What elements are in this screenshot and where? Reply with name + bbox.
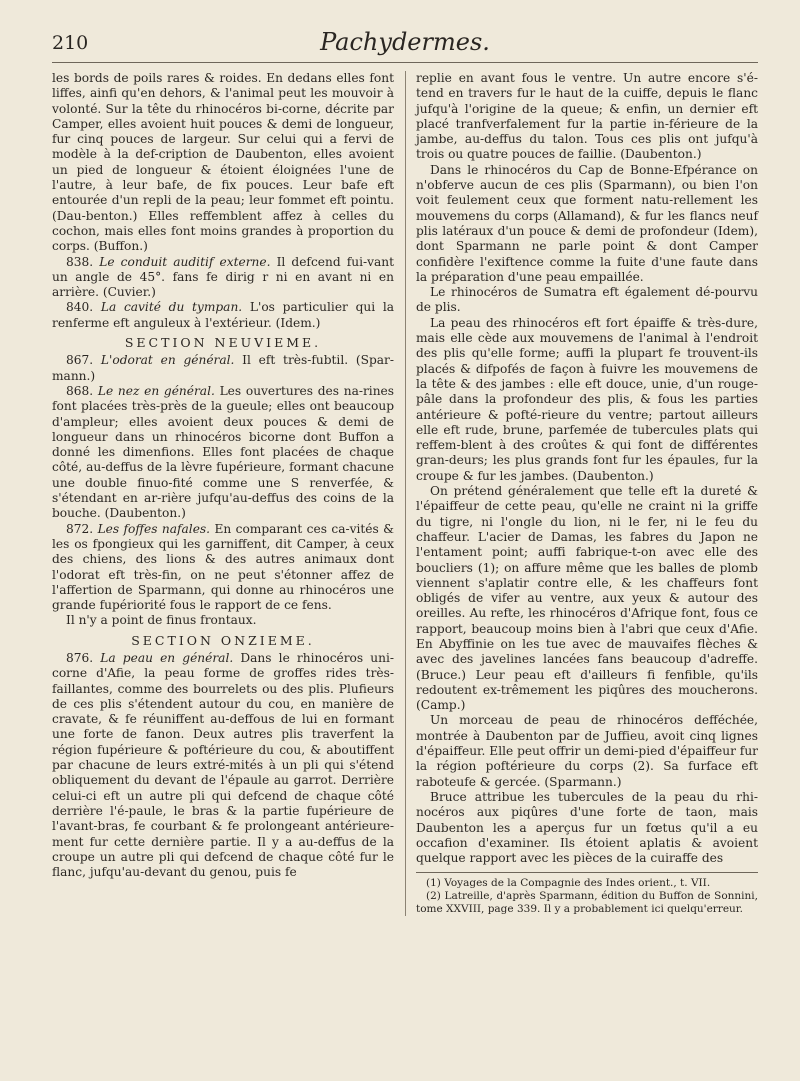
paragraph-number: 840. bbox=[66, 300, 94, 315]
column-divider bbox=[405, 71, 406, 916]
paragraph-text: Dans le rhinocéros uni-corne d'Afie, la peau forme de groffes rides très-faillantes, comme des bourrelets ou des plis. Plufieurs de ces plis s'étendent autour du cou, en manière de cravate, & fe réuniffent au-deffous de lui en formant une forte de fanon. Deux autres plis traverfent la région fupérieure & poftérieure du cou, & aboutiffent par chacune de leurs extré-mités à un pli qui s'étend obliquement du devant de l'épaule au garrot. Derrière celui-ci eft un autre pli qui defcend de chaque côté derrière l'é-paule, le bras & la partie fupérieure de l'avant-bras, fe courbant & fe prolongeant antérieure-ment fur cette dernière partie. Il y a au-deffus de la croupe un autre pli qui defcend de chaque côté fur le flanc, jufqu'au-devant du genou, puis fe bbox=[52, 650, 395, 880]
paragraph-title: La cavité du tympan. bbox=[100, 300, 243, 315]
section-heading-nine: SECTION NEUVIEME. bbox=[124, 335, 322, 351]
paragraph-838 bbox=[52, 255, 394, 301]
paragraph-title: La peau en général. bbox=[100, 650, 234, 665]
footnote-1: (1) Voyages de la Compagnie des Indes orient., t. VII. bbox=[426, 877, 711, 890]
left-column bbox=[52, 71, 394, 916]
paragraph: Bruce attribue les tubercules de la peau du rhi-nocéros aux piqûres d'une forte de taon, mais Daubenton les a aperçus fur un fœtus qu'il a eu occafion d'examiner. Ils étoient aplatis & avoient quelque rapport avec les pièces de la cuiraffe des bbox=[416, 789, 758, 866]
paragraph-text: L'os particulier qui la renferme eft anguleux à l'extérieur. (Idem.) bbox=[52, 300, 395, 330]
paragraph: les bords de poils rares & roides. En dedans elles font liffes, ainfi qu'en dehors, & l'animal peut les mouvoir à volonté. Sur la tête du rhinocéros bi-corne, décrite par Camper, elles avoient huit pouces & demi de longueur, fur cinq pouces de largeur. Sur celui qui a fervi de modèle à la def-cription de Daubenton, elles avoient un pied de longueur & étoient éloignées l'une de l'autre, à leur bafe, de fix pouces. Leur bafe eft entourée d'un repli de la peau; leur fommet eft pointu. (Dau-benton.) Elles reffemblent affez à celles du cochon, mais elles font moins grandes à proportion du corps. (Buffon.) bbox=[52, 71, 394, 254]
page-number: 210 bbox=[52, 32, 89, 54]
paragraph-872 bbox=[52, 522, 394, 614]
paragraph: On prétend généralement que telle eft la dureté & l'épaiffeur de cette peau, qu'elle ne craint ni la griffe du tigre, ni l'ongle du lion, ni le fer, ni le feu du chaffeur. L'acier de Damas, les fabres du Japon ne l'entament point; auffi fabrique-t-on avec elle des boucliers (1); on affure même que les balles de plomb viennent s'aplatir contre elle, & les chaffeurs font obligés de vifer au ventre, aux yeux & autour des oreilles. Au refte, les rhinocéros d'Afrique font, fous ce rapport, beaucoup moins bien à l'abri que ceux d'Afie. En Abyffinie on les tue avec de mauvaifes flèches & avec des javelines lancées fans beaucoup d'adreffe. (Bruce.) Leur peau eft d'ailleurs fi fenfible, qu'ils redoutent ex-trêmement les piqûres des moucherons. (Camp.) bbox=[416, 484, 758, 713]
footnote-2: (2) Latreille, d'après Sparmann, édition du Buffon de Sonnini, tome XXVIII, page 339. Il y a probablement ici quelqu'erreur. bbox=[416, 890, 758, 916]
paragraph-title: Le conduit auditif externe. bbox=[99, 254, 271, 269]
paragraph-number: 876. bbox=[66, 650, 94, 665]
right-column bbox=[416, 71, 758, 916]
paragraph-number: 868. bbox=[66, 383, 94, 398]
paragraph: La peau des rhinocéros eft fort épaiffe & très-dure, mais elle cède aux mouvemens de l'animal à l'endroit des plis qu'elle forme; auffi la plupart fe trouvent-ils placés & difpofés de façon à fuivre les mouvemens de la tête & des jambes : elle eft douce, unie, d'un rouge-pâle dans la profondeur des plis, & fous les parties antérieure & pofté-rieure du ventre; partout ailleurs elle eft rude, brune, parfemée de tubercules plats qui reffem-blent à des croûtes & qui font de différentes gran-deurs; les plus grands font fur les épaules, fur la croupe & fur les jambes. (Daubenton.) bbox=[416, 315, 758, 483]
paragraph-number: 867. bbox=[66, 353, 94, 368]
section-heading-eleven: SECTION ONZIEME. bbox=[131, 632, 315, 648]
paragraph: Un morceau de peau de rhinocéros defféchée, montrée à Daubenton par de Juffieu, avoit cinq lignes d'épaiffeur. Elle peut offrir un demi-pied d'épaiffeur fur la région poftérieure du corps (2). Sa furface eft raboteufe & gercée. (Sparmann.) bbox=[416, 713, 758, 789]
text-columns bbox=[52, 71, 758, 916]
paragraph-868 bbox=[52, 384, 394, 522]
paragraph: Dans le rhinocéros du Cap de Bonne-Efpérance on n'obferve aucun de ces plis (Sparmann), ou bien l'on voit feulement ceux que forment natu-rellement les mouvemens du corps (Allamand), & fur les flancs neuf plis latéraux d'un pouce & demi de profondeur (Idem), dont Sparmann ne parle point & dont Camper confidère l'exiftence comme la fuite d'une faute dans la préparation d'une peau empaillée. bbox=[416, 162, 758, 284]
paragraph-840 bbox=[52, 300, 394, 331]
paragraph-title: Les foffes nafales. bbox=[97, 521, 211, 536]
paragraph-number: 872. bbox=[66, 521, 94, 536]
paragraph: Le rhinocéros de Sumatra eft également dé-pourvu de plis. bbox=[416, 285, 758, 315]
paragraph-876 bbox=[52, 651, 394, 880]
footnotes bbox=[416, 872, 758, 916]
paragraph-title: Le nez en général. bbox=[97, 383, 215, 398]
paragraph-text: Les ouvertures des na-rines font placées très-près de la gueule; elles ont beaucoup d'ampleur; elles avoient deux pouces & demi de longueur dans un rhinocéros bicorne dont Buffon a donné les dimenfions. Elles font placées de chaque côté, au-deffus de la lèvre fupérieure, formant chacune une double finuo-fité comme une S renverfée, & s'étendant en ar-rière jufqu'au-deffus des coins de la bouche. (Daubenton.) bbox=[52, 383, 395, 521]
paragraph-number: 838. bbox=[66, 254, 94, 269]
paragraph-867 bbox=[52, 353, 394, 384]
running-title: Pachydermes. bbox=[320, 28, 490, 56]
paragraph-text: Il defcend fui-vant un angle de 45°. fans fe dirig r ni en avant ni en arrière. (Cuvier.) bbox=[52, 254, 395, 300]
paragraph: replie en avant fous le ventre. Un autre encore s'é-tend en travers fur le haut de la cuiffe, depuis le flanc jufqu'à l'origine de la queue; & enfin, un dernier eft placé tranfverfalement fur la partie in-férieure de la jambe, au-deffus du talon. Tous ces plis ont jufqu'à trois ou quatre pouces de faillie. (Daubenton.) bbox=[416, 71, 758, 162]
page-header bbox=[52, 28, 758, 63]
paragraph-title: L'odorat en général. bbox=[100, 353, 235, 368]
paragraph: Il n'y a point de finus frontaux. bbox=[66, 613, 257, 628]
paragraph-text: Il eft très-fubtil. (Spar-mann.) bbox=[52, 353, 394, 383]
paragraph-text: En comparant ces ca-vités & les os fpongieux qui les garniffent, dit Camper, à ceux des chiens, des lions & des autres animaux dont l'odorat eft très-fin, on ne peut s'étonner affez de l'affertion de Sparmann, qui donne au rhinocéros une grande fupériorité fous le rapport de ce fens. bbox=[52, 521, 395, 613]
